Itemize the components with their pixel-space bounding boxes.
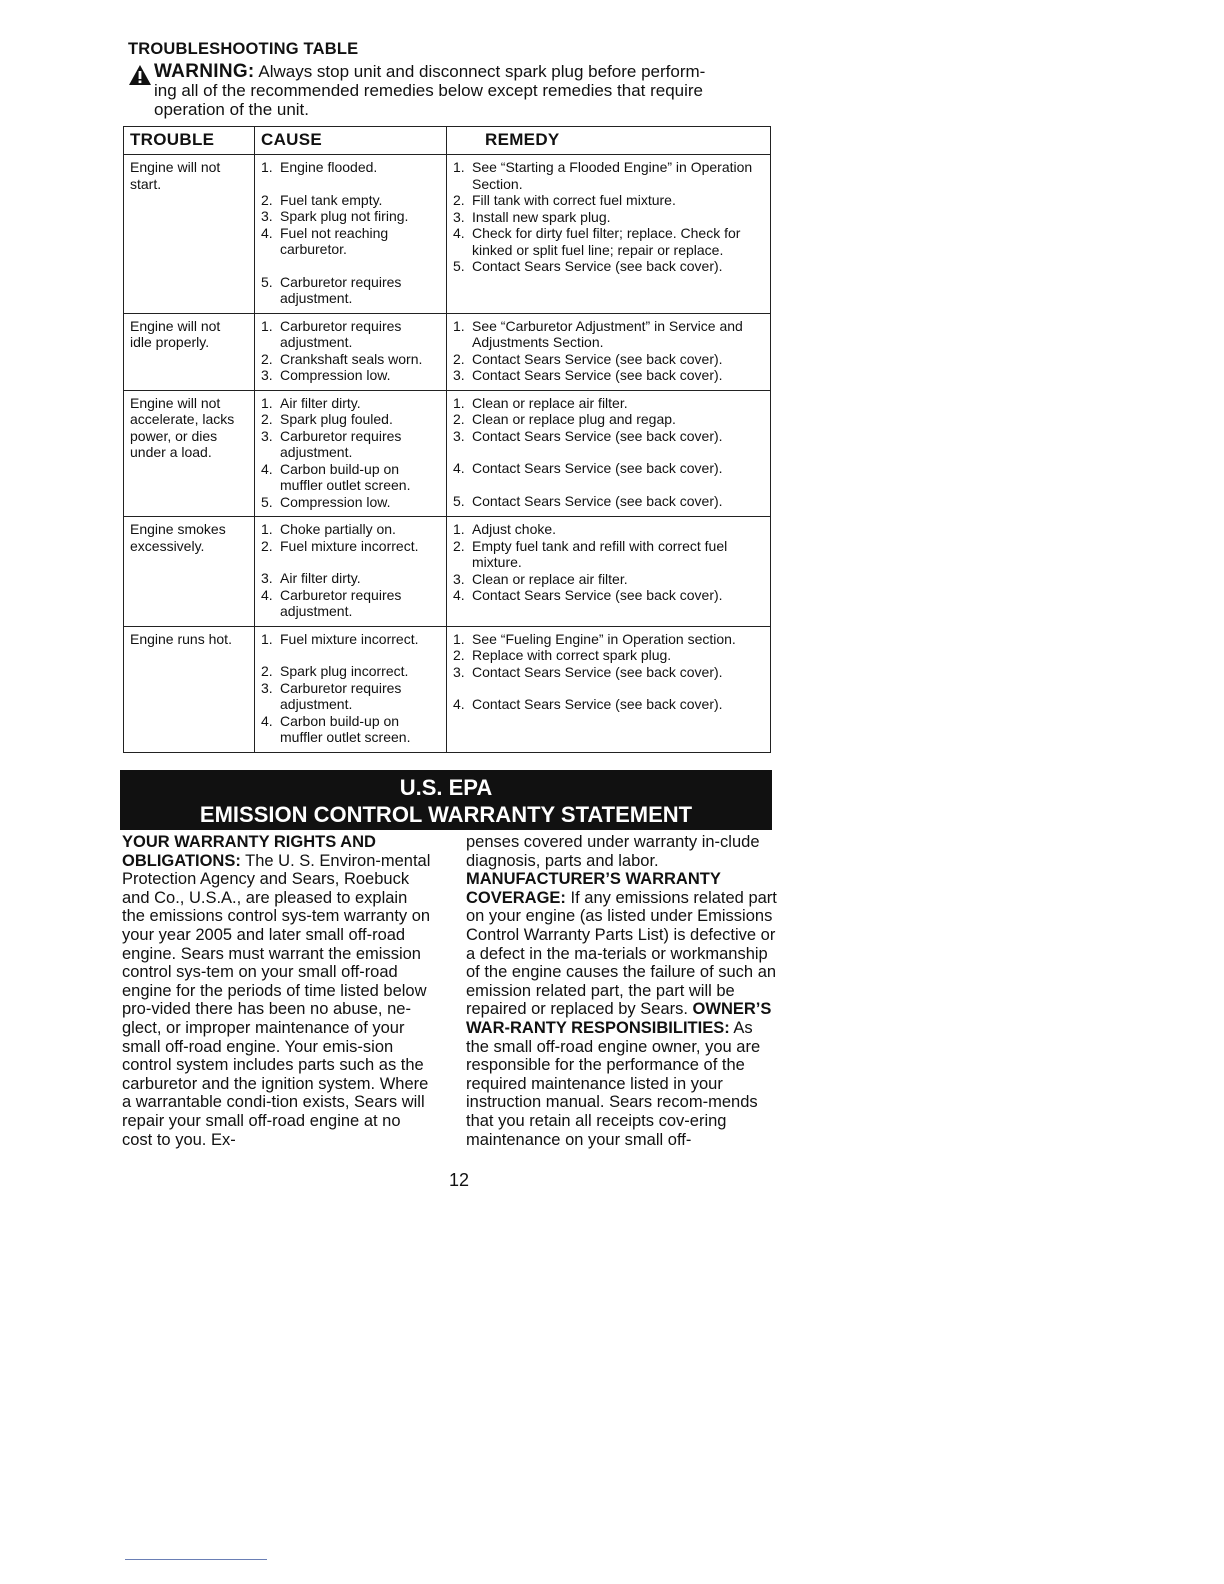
table-row: [124, 390, 771, 517]
remedy-item: [453, 587, 764, 604]
item-number: 3.: [453, 427, 465, 444]
item-number: 3.: [453, 367, 465, 383]
item-number: 2.: [261, 191, 273, 208]
item-text: Carburetor requires adjustment.: [280, 427, 402, 460]
item-number: 1.: [453, 521, 465, 537]
item-text: Spark plug not firing.: [280, 208, 409, 224]
item-text: Empty fuel tank and refill with correct fuel mixture.: [472, 537, 728, 570]
remedy-list: [453, 159, 764, 275]
item-number: 1.: [453, 317, 465, 334]
remedy-item: [453, 367, 764, 384]
cause-item: [261, 351, 440, 368]
warning-triangle-icon: [128, 64, 152, 86]
item-number: 3.: [453, 208, 465, 225]
remedy-cell: [447, 313, 771, 390]
item-text: Contact Sears Service (see back cover).: [472, 258, 723, 274]
item-number: 1.: [453, 394, 465, 411]
item-text: Carburetor requires adjustment.: [280, 586, 402, 619]
epa-title-line2: EMISSION CONTROL WARRANTY STATEMENT: [199, 802, 693, 827]
warning-text-line2: ing all of the recommended remedies below except remedies that require: [154, 81, 704, 100]
cause-item: [261, 663, 440, 680]
item-text: Fuel mixture incorrect.: [280, 537, 419, 554]
item-number: 2.: [261, 350, 273, 367]
cause-item: [261, 411, 440, 428]
item-text: See “Fueling Engine” in Operation section.: [472, 630, 736, 647]
header-cause: CAUSE: [255, 127, 447, 155]
cause-list: [261, 395, 440, 511]
item-number: 2.: [453, 411, 465, 427]
item-number: 3.: [261, 367, 273, 383]
item-number: 3.: [261, 679, 273, 696]
cause-item: [261, 521, 440, 538]
item-number: 5.: [261, 493, 273, 510]
trouble-text: Engine will not accelerate, lacks power, or dies under a load.: [130, 394, 235, 460]
cause-item: [261, 570, 440, 587]
remedy-item: [453, 571, 764, 588]
cause-cell: [255, 390, 447, 517]
item-text: Contact Sears Service (see back cover).: [472, 350, 723, 367]
item-text: Choke partially on.: [280, 521, 396, 537]
cause-item: [261, 159, 440, 176]
remedy-item: [453, 538, 764, 571]
cause-item: [261, 713, 440, 746]
remedy-item: [453, 395, 764, 412]
warranty-left-column: [122, 833, 434, 1149]
item-number: 3.: [453, 663, 465, 680]
manufacturer-coverage-body: If any emissions related part on your engine (as listed under Emissions Control Warranty Parts List) is defective or a defect in the ma-terials or workmanship of the engine causes the failure of such an emission related part, the part will be repaired or replaced by Sears.: [466, 888, 777, 1019]
cause-cell: [255, 626, 447, 752]
table-row: [124, 517, 771, 627]
item-number: 1.: [453, 159, 465, 175]
warning-notice: [128, 62, 768, 119]
item-text: Spark plug fouled.: [280, 411, 393, 427]
cause-cell: [255, 155, 447, 314]
owner-responsibilities-body: As the small off-road engine owner, you are responsible for the performance of the required maintenance listed in your instruction manual. Sears recom-mends that you retain all receipts cov-ering maintenance on your small off-: [466, 1018, 761, 1149]
item-number: 2.: [453, 537, 465, 554]
remedy-cell: [447, 626, 771, 752]
remedy-list: [453, 395, 764, 510]
item-number: 2.: [453, 647, 465, 663]
item-text: Fuel tank empty.: [280, 191, 383, 208]
item-text: Air filter dirty.: [280, 570, 361, 586]
item-text: Carburetor requires adjustment.: [280, 317, 402, 350]
item-number: 3.: [261, 208, 273, 224]
cause-item: [261, 494, 440, 511]
header-trouble: TROUBLE: [124, 127, 255, 155]
remedy-cell: [447, 390, 771, 517]
cause-item: [261, 318, 440, 351]
table-body: [124, 155, 771, 753]
item-text: Contact Sears Service (see back cover).: [472, 696, 723, 712]
item-number: 1.: [261, 630, 273, 647]
item-text: Fuel not reaching carburetor.: [280, 224, 389, 257]
item-text: Carbon build-up on muffler outlet screen.: [280, 460, 411, 493]
remedy-item: [453, 192, 764, 209]
cause-item: [261, 680, 440, 713]
item-text: Carbon build-up on muffler outlet screen.: [280, 712, 411, 745]
item-text: Clean or replace plug and regap.: [472, 411, 676, 427]
warranty-expenses-text: penses covered under warranty in-clude diagnosis, parts and labor.: [466, 833, 760, 870]
remedy-item: [453, 258, 764, 275]
item-text: Replace with correct spark plug.: [472, 647, 672, 663]
item-number: 2.: [261, 663, 273, 679]
item-text: Compression low.: [280, 367, 391, 383]
footer-rule: [125, 1559, 267, 1560]
cause-item: [261, 274, 440, 307]
trouble-cell: [124, 313, 255, 390]
remedy-item: [453, 664, 764, 681]
item-text: Carburetor requires adjustment.: [280, 273, 402, 306]
remedy-item: [453, 318, 764, 351]
item-number: 3.: [261, 427, 273, 444]
item-text: Contact Sears Service (see back cover).: [472, 460, 723, 476]
remedy-item: [453, 428, 764, 445]
cause-item: [261, 587, 440, 620]
remedy-item: [453, 209, 764, 226]
item-number: 5.: [453, 258, 465, 274]
item-text: Air filter dirty.: [280, 394, 361, 411]
remedy-item: [453, 493, 764, 510]
table-header-row: [124, 127, 771, 155]
item-text: Adjust choke.: [472, 521, 557, 537]
trouble-cell: [124, 390, 255, 517]
remedy-item: [453, 521, 764, 538]
item-text: Crankshaft seals worn.: [280, 350, 423, 367]
item-text: See “Starting a Flooded Engine” in Operation Section.: [472, 159, 753, 192]
warranty-right-column: [466, 833, 778, 1149]
item-number: 1.: [261, 159, 273, 175]
remedy-list: [453, 318, 764, 384]
trouble-cell: [124, 155, 255, 314]
manufacturer-coverage-heading: MANUFACTURER’S WARRANTY COVERAGE:: [466, 870, 721, 907]
table-row: [124, 155, 771, 314]
item-text: Fuel mixture incorrect.: [280, 630, 419, 647]
item-number: 4.: [261, 712, 273, 729]
item-number: 4.: [453, 696, 465, 712]
trouble-text: Engine smokes excessively.: [130, 521, 226, 554]
item-number: 1.: [261, 394, 273, 411]
item-number: 4.: [261, 460, 273, 477]
cause-item: [261, 192, 440, 209]
item-text: Carburetor requires adjustment.: [280, 679, 402, 712]
remedy-item: [453, 159, 764, 192]
warning-text-line3: operation of the unit.: [154, 100, 310, 119]
remedy-item: [453, 225, 764, 258]
epa-banner: [120, 770, 772, 830]
table-row: [124, 313, 771, 390]
item-text: Install new spark plug.: [472, 208, 611, 225]
cause-item: [261, 461, 440, 494]
owner-responsibilities-heading: OWNER’S WAR-RANTY RESPONSIBILITIES:: [466, 1000, 772, 1037]
epa-title-line1: U.S. EPA: [399, 775, 493, 800]
item-text: Contact Sears Service (see back cover).: [472, 492, 723, 509]
item-text: Spark plug incorrect.: [280, 663, 409, 679]
cause-item: [261, 367, 440, 384]
remedy-item: [453, 647, 764, 664]
item-number: 2.: [453, 192, 465, 208]
trouble-text: Engine runs hot.: [130, 630, 232, 647]
cause-item: [261, 538, 440, 555]
cause-list: [261, 631, 440, 746]
cause-item: [261, 225, 440, 258]
remedy-list: [453, 631, 764, 713]
cause-item: [261, 631, 440, 648]
item-text: Contact Sears Service (see back cover).: [472, 427, 723, 444]
item-number: 1.: [453, 630, 465, 647]
trouble-text: Engine will not idle properly.: [130, 317, 221, 350]
cause-item: [261, 428, 440, 461]
item-text: Clean or replace air filter.: [472, 394, 628, 411]
item-text: Contact Sears Service (see back cover).: [472, 663, 723, 680]
item-number: 4.: [261, 224, 273, 241]
item-text: Check for dirty fuel filter; replace. Check for kinked or split fuel line; repair or replace.: [472, 225, 741, 258]
trouble-cell: [124, 517, 255, 627]
remedy-item: [453, 696, 764, 713]
trouble-text: Engine will not start.: [130, 159, 221, 192]
item-number: 3.: [453, 570, 465, 587]
item-number: 5.: [453, 492, 465, 509]
item-text: See “Carburetor Adjustment” in Service and Adjustments Section.: [472, 317, 743, 350]
cause-list: [261, 521, 440, 620]
remedy-cell: [447, 155, 771, 314]
item-number: 5.: [261, 273, 273, 290]
remedy-item: [453, 631, 764, 648]
remedy-item: [453, 351, 764, 368]
page-number: 12: [449, 1170, 470, 1190]
warning-label: WARNING:: [154, 61, 255, 82]
item-text: Contact Sears Service (see back cover).: [472, 587, 723, 603]
item-text: Fill tank with correct fuel mixture.: [472, 192, 676, 208]
cause-list: [261, 318, 440, 384]
item-number: 1.: [261, 317, 273, 334]
item-number: 1.: [261, 521, 273, 537]
item-number: 4.: [453, 225, 465, 241]
item-text: Clean or replace air filter.: [472, 570, 628, 587]
cause-item: [261, 395, 440, 412]
item-text: Engine flooded.: [280, 159, 378, 175]
item-number: 4.: [261, 586, 273, 603]
cause-cell: [255, 313, 447, 390]
remedy-list: [453, 521, 764, 604]
item-number: 3.: [261, 570, 273, 586]
trouble-cell: [124, 626, 255, 752]
remedy-item: [453, 460, 764, 477]
item-text: Contact Sears Service (see back cover).: [472, 367, 723, 383]
item-number: 4.: [453, 587, 465, 603]
cause-item: [261, 208, 440, 225]
troubleshooting-table: [123, 126, 771, 753]
remedy-cell: [447, 517, 771, 627]
cause-cell: [255, 517, 447, 627]
item-number: 4.: [453, 460, 465, 476]
item-number: 2.: [261, 537, 273, 554]
remedy-item: [453, 411, 764, 428]
item-number: 2.: [453, 350, 465, 367]
warranty-rights-heading: YOUR WARRANTY RIGHTS AND OBLIGATIONS:: [122, 833, 376, 870]
warranty-rights-body: The U. S. Environ-mental Protection Agency and Sears, Roebuck and Co., U.S.A., are pleased to explain the emissions control sys-tem warranty on your year 2005 and later small off-road engine. Sears must warrant the emission control sys-tem on your small off-road engine for the periods of time listed below pro-vided there has been no abuse, ne-glect, or improper maintenance of your small off-road engine. Your emis-sion control system includes parts such as the carburetor and the ignition system. Where a warrantable condi-tion exists, Sears will repair your small off-road engine at no cost to you. Ex-: [122, 851, 431, 1149]
warning-text-line1: Always stop unit and disconnect spark plug before perform-: [258, 62, 706, 81]
table-row: [124, 626, 771, 752]
item-text: Compression low.: [280, 493, 391, 510]
item-number: 2.: [261, 411, 273, 427]
header-remedy: REMEDY: [447, 127, 771, 155]
section-title: TROUBLESHOOTING TABLE: [128, 40, 359, 58]
cause-list: [261, 159, 440, 307]
